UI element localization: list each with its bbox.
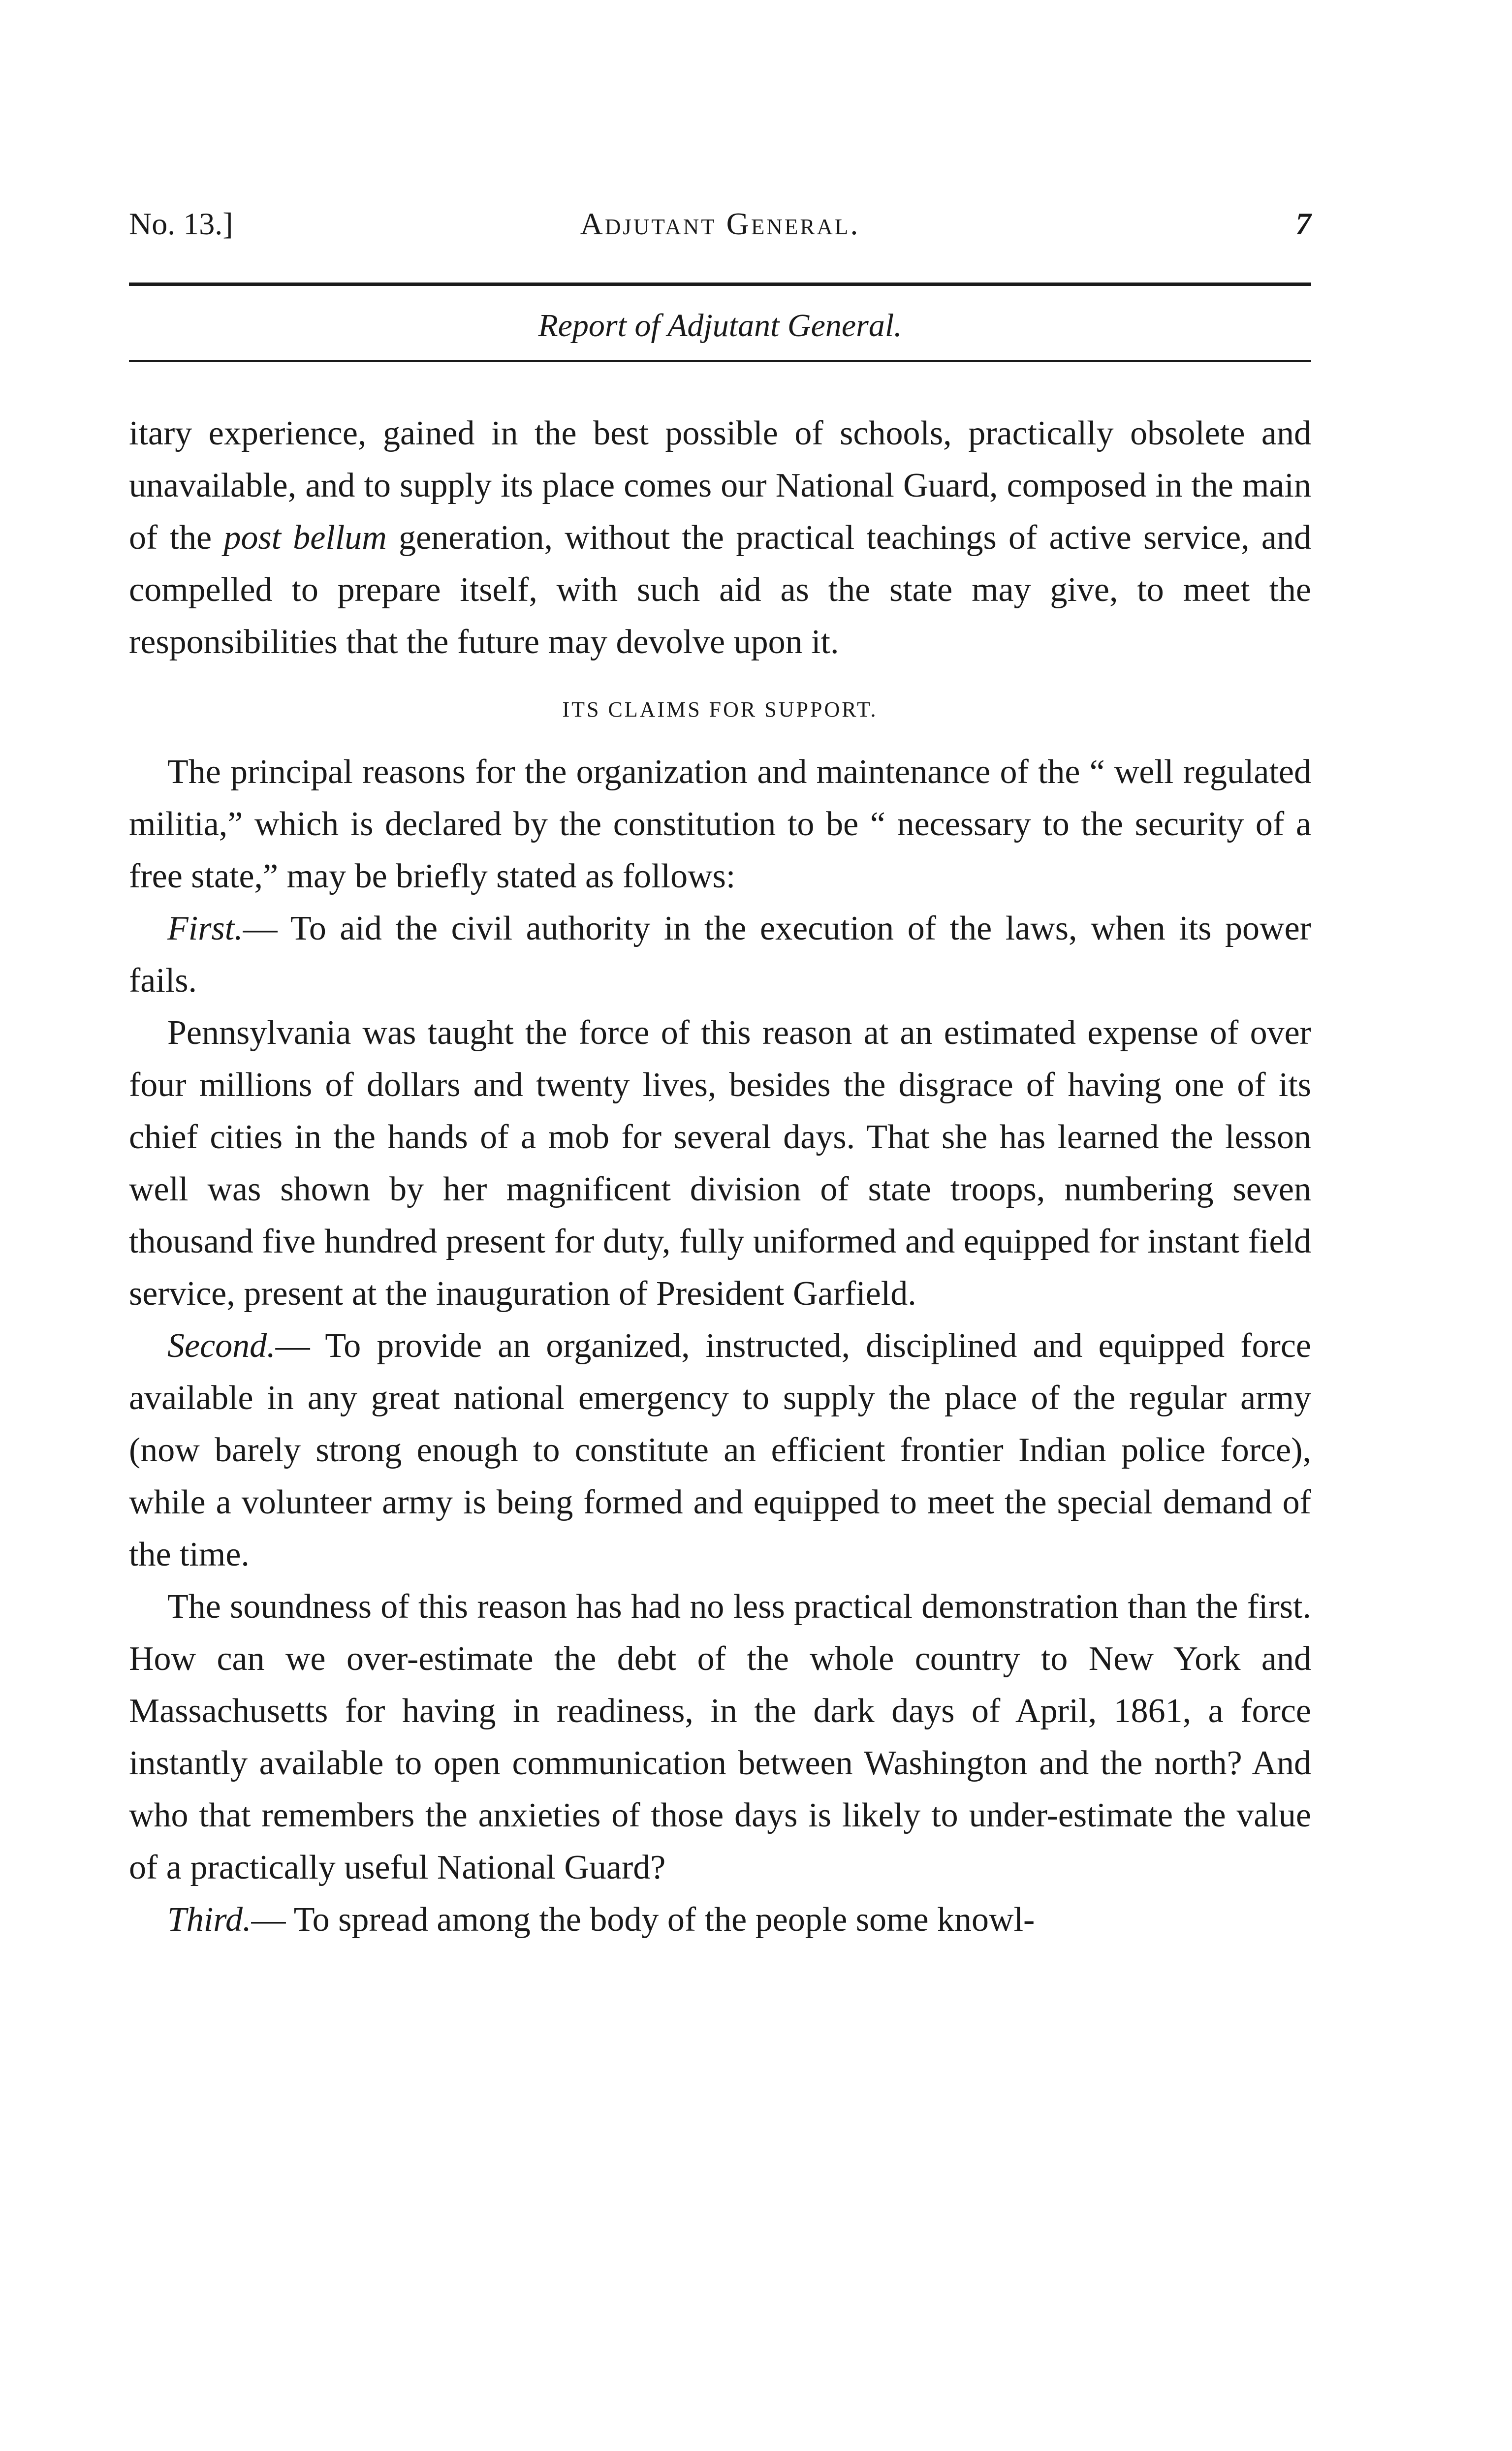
paragraph-second-reason: [129, 1320, 1311, 1581]
paragraph-continued: [129, 408, 1311, 668]
page-number: 7: [1295, 206, 1311, 241]
paragraph-third-reason: [129, 1894, 1311, 1946]
reason-label: Second.: [167, 1327, 276, 1365]
reason-label: Third.: [167, 1901, 252, 1939]
paragraph-text: — To provide an organized, instructed, disciplined and equipped force available in any great national emergency to supply the place of the regular army (now barely strong enough to constitute an efficient frontier Indian police force), while a volunteer army is being formed and equipped to meet the special demand of the time.: [129, 1327, 1311, 1573]
body-text: [129, 408, 1311, 1946]
paragraph-text: itary experience, gained in the best possible of schools, practically obsolete and unavailable, and to supply its place comes our National Guard, composed in the main of the: [129, 414, 1311, 557]
document-page: [129, 197, 1311, 1946]
report-subheading: Report of Adjutant General.: [538, 308, 902, 344]
subheading-rule: [129, 360, 1311, 362]
paragraph-text: — To spread among the body of the people some knowl-: [251, 1901, 1035, 1939]
paragraph-text: — To aid the civil authority in the execution of the laws, when its power fails.: [129, 910, 1311, 1000]
paragraph-first-reason: [129, 903, 1311, 1007]
paragraph-text: generation, without the practical teachings of active service, and compelled to prepare itself, with such aid as the state may give, to meet the responsibilities that the future may devolve upon it.: [129, 519, 1311, 661]
reason-label: First.: [167, 910, 243, 947]
document-number: No. 13.]: [129, 206, 233, 241]
running-title: Adjutant General.: [580, 206, 860, 241]
paragraph-reasons-intro: The principal reasons for the organization and maintenance of the “ well regulated militia,” which is declared by the constitution to be “ necessary to the security of a free state,” may be briefly stated as follows:: [129, 753, 1311, 895]
header-rule: [129, 283, 1311, 286]
paragraph-pennsylvania: Pennsylvania was taught the force of this reason at an estimated expense of over four millions of dollars and twenty lives, besides the disgrace of having one of its chief cities in the hands of a mob for several days. That she has learned the lesson well was shown by her magnificent division of state troops, numbering seven thousand five hundred present for duty, fully uniformed and equipped for instant field service, present at the inauguration of President Garfield.: [129, 1014, 1311, 1313]
running-head: [129, 197, 1311, 251]
emphasis-text: post bellum: [223, 519, 387, 557]
paragraph-soundness: The soundness of this reason has had no less practical demonstration than the first. How can we over-estimate the debt of the whole country to New York and Massachusetts for having in readiness, in the dark days of April, 1861, a force instantly available to open communication between Washington and the north? And who that remembers the anxieties of those days is likely to under-estimate the value of a practically useful National Guard?: [129, 1588, 1311, 1886]
section-heading: ITS CLAIMS FOR SUPPORT.: [562, 697, 878, 722]
